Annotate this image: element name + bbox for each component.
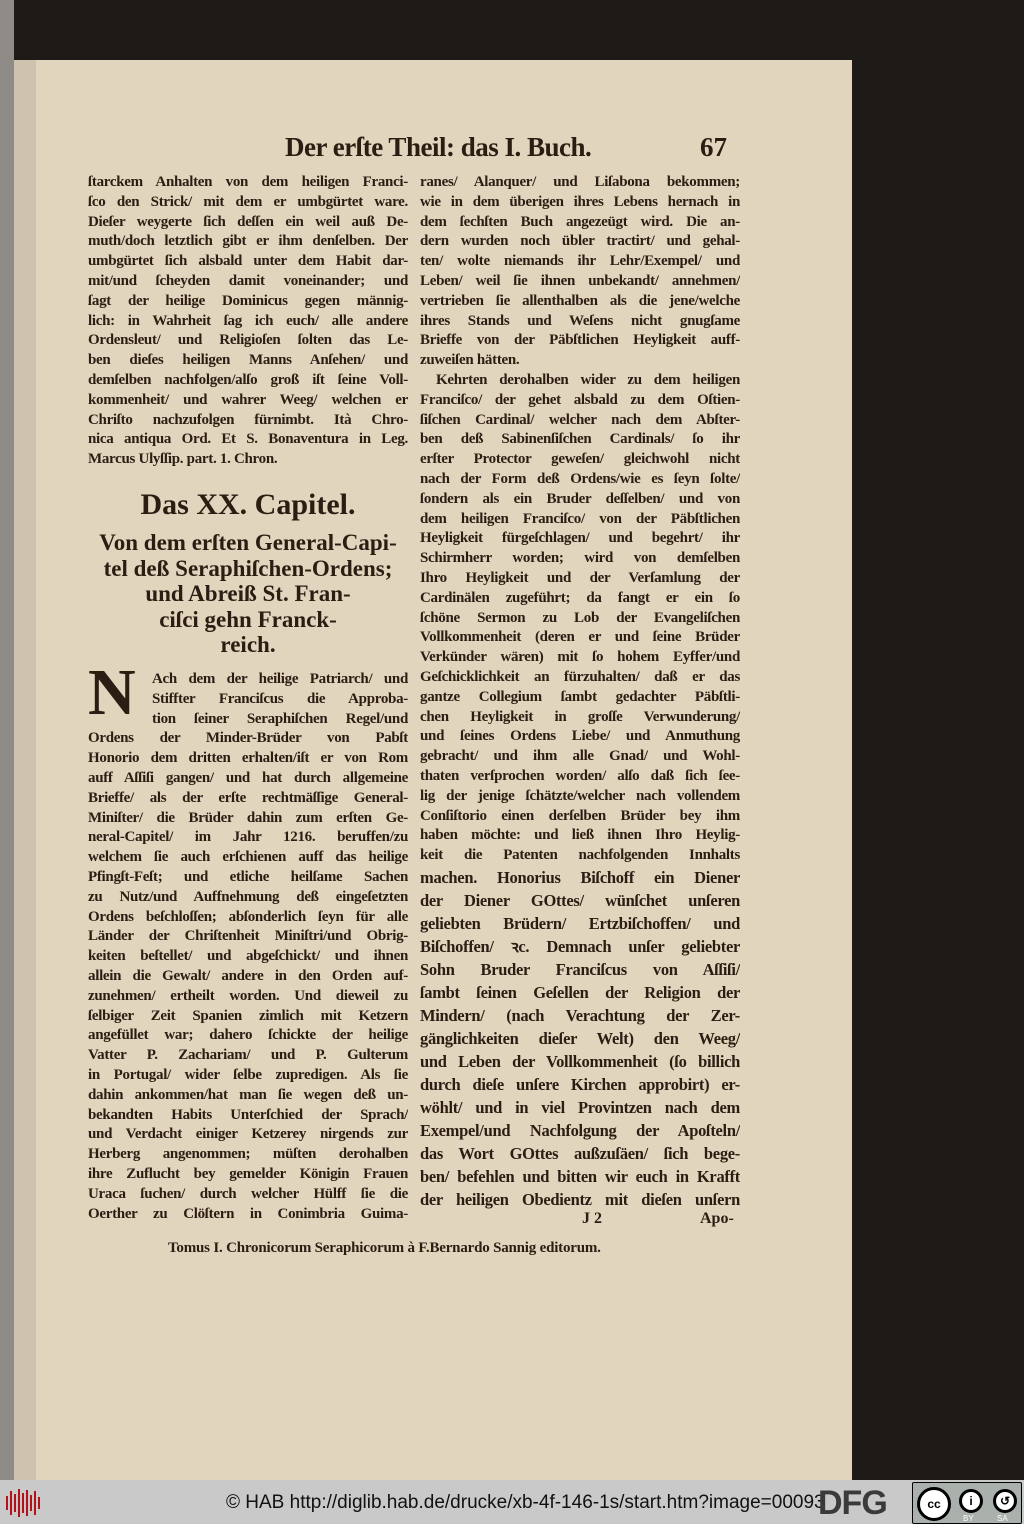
dfg-logo: DFG [818,1484,887,1522]
by-label: BY [963,1514,974,1523]
text-line: Ordens beſchloſſen; abſonderlich ſeyn für alle [88,908,408,925]
subtitle-line: tel deß Seraphiſchen-Ordens; [103,555,393,581]
text-line: ten/ wolte niemands ihr Lehr/Exempel/ und [420,253,740,270]
text-line: ſambt ſeinen Geſellen der Religion der [420,983,740,1002]
text-line: Conſiſtorio einen derſelben Brüder bey ihm [420,807,740,824]
text-line: lig der jenige ſchätzte/welcher nach vollendem [420,787,740,804]
text-line: ſchöne Sermon zu Lob der Evangeliſchen [420,609,740,626]
drop-cap: N [88,656,136,729]
text-line: ranes/ Alanquer/ und Liſabona bekommen; [420,174,740,190]
text-line: thaten verſprochen worden/ alſo daß ſich ſee- [420,767,740,784]
text-line: nica antiqua Ord. Et S. Bonaventura in Leg. [88,431,408,448]
right-column-bull [420,866,740,1211]
text-line: keiten beſtellet/ und abgeſchickt/ und ihnen [88,948,408,965]
text-line: tion ſeiner Seraphiſchen Regel/und [152,710,408,727]
text-line: Ach dem der heilige Patriarch/ und [152,671,408,687]
text-line: Verkünder wären) mit ſo hohem Eyffer/und [420,649,740,666]
text-line: der Diener GOttes/ wünſchet unſeren [420,891,740,910]
text-line: Geſchicklichkeit an fürzuhalten/ daß er das [420,668,740,685]
sa-label: SA [997,1514,1008,1523]
subtitle-line: reich. [220,632,276,657]
text-line: muth/doch letztlich gibt er ihm denſelben. Der [88,233,408,250]
signature-mark: J 2 [582,1210,602,1227]
text-line: Vatter P. Zachariam/ und P. Gulterum [88,1047,408,1064]
text-line: durch dieſe unſere Kirchen approbirt) er- [420,1075,740,1094]
text-line: und Leben der Vollkommenheit (ſo billich [420,1052,740,1071]
text-line: erſter Protector geweſen/ gleichwohl nicht [420,451,740,468]
text-line: geliebten Brüdern/ Ertzbiſchoffen/ und [420,914,740,933]
text-line: dahin ankommen/hat man ſie wegen deß un- [88,1086,408,1103]
text-line: welchem ſie auch erſchienen auff das heilige [88,849,408,866]
text-line: machen. Honorius Biſchoff ein Diener [420,868,740,887]
text-line: Ihro Heyligkeit und der Verſamlung der [420,569,740,586]
attribution-icon: i [959,1489,983,1513]
text-line: Brieffe/ als der erſte rechtmäſſige General- [88,789,408,806]
chapter-title: Das XX. Capitel. [140,488,356,521]
text-line: Oerther zu Clöſtern in Conimbria Guima- [88,1205,408,1222]
text-line: dem heiligen Franciſco/ von der Päbſtlichen [420,510,740,527]
text-line: und Verdacht einiger Ketzerey nirgends zur [88,1126,408,1143]
text-line: Sohn Bruder Franciſcus von Aſſiſi/ [420,960,740,979]
text-line: zu Nutz/und Auffnehmung deß eingeſetzten [88,888,408,905]
text-line: Miniſter/ die Brüder dahin zum erſten Ge- [88,809,408,826]
cc-license-badge[interactable] [912,1482,1022,1524]
cc-icon: cc [917,1487,951,1521]
text-line: lich: in Wahrheit ſag ich euch/ alle andere [88,312,408,329]
text-line: wöhlt/ und in viel Provintzen nach dem [420,1098,740,1117]
text-line: ſondern als ein Bruder deſſelben/ und von [420,490,740,507]
left-column-body [88,670,408,1224]
text-line: ſagt der heilige Dominicus gegen männig- [88,292,408,309]
text-line: Brieffe von der Päbſtlichen Heyligkeit auff- [420,332,740,349]
text-line: Uraca ſuchen/ durch welcher Hülff ſie die [88,1185,408,1202]
text-line: kommenheit/ und wahrer Weeg/ welchen er [88,391,408,408]
text-line: nach der Form deß Ordens/wie es ſeyn ſolte/ [420,470,740,487]
text-line: Biſchoffen/ ꝛc. Demnach unſer geliebter [420,937,740,956]
text-line: vertrieben ſie allenthalben als die jene/welche [420,292,740,309]
chapter-subtitle [88,530,408,658]
text-line: Ordensleut/ und Religioſen ſolten das Le- [88,332,408,349]
text-line: keit die Patenten nachfolgenden Innhalts [420,847,740,864]
text-line: Herberg angenommen; müſten derohalben [88,1146,408,1163]
text-line: dern wurden noch übler tractirt/ und gehal- [420,233,740,250]
subtitle-line: ciſci gehn Franck- [159,606,337,632]
text-line: Stiffter Franciſcus die Approba- [152,690,408,707]
text-line: das Wort GOttes außzuſäen/ ſich bege- [420,1144,740,1163]
hab-logo-icon [6,1488,46,1518]
text-line: Pfingſt-Feſt; und etliche heilſame Sachen [88,868,408,885]
text-line: allein die Gewalt/ andere in den Orden auf- [88,967,408,984]
subtitle-line: Von dem erſten General-Capi- [99,530,397,555]
running-title: Der erſte Theil: das I. Buch. [285,132,592,162]
text-line: ben/ befehlen und bitten wir euch in Krafft [420,1167,740,1186]
text-line: auff Aſſiſi gangen/ und hat durch allgemeine [88,769,408,786]
text-line: ben deß Sabinenſiſchen Cardinals/ ſo ihr [420,431,740,448]
text-line: Mindern/ (nach Verachtung der Zer- [420,1006,740,1025]
text-line: ſtarckem Anhalten von dem heiligen Franci- [88,174,408,190]
right-column [420,173,740,866]
text-line: zunehmen/ ertheilt worden. Und dieweil zu [88,987,408,1004]
text-line: in Portugal/ wider ſelbe zupredigen. Als ſie [88,1066,408,1083]
text-line: gänglichkeiten dieſer Welt) den Weeg/ [420,1029,740,1048]
text-line: ihre Zuflucht bey gemelder Königin Frauen [88,1165,408,1182]
scan-edge [0,0,14,1480]
text-line: Dieſer weygerte ſich deſſen ein weil auß De- [88,213,408,230]
text-line: der heiligen Obedientz mit dieſen unſern [420,1190,740,1209]
text-line: bekandten Habits Unterſchied der Sprach/ [88,1106,408,1123]
page-number: 67 [700,132,727,162]
text-line: haben möchte: und ließ ihnen Ihro Heylig- [420,827,740,844]
text-line: Franciſco/ der gehet alsbald zu dem Oſtien- [420,391,740,408]
catchword: Apo- [700,1210,734,1227]
text-line: angefüllet war; dahero ſchickte der heilige [88,1027,408,1044]
text-line: gebracht/ und ihm alle Gnad/ und Wohl- [420,748,740,765]
text-line: Honorio dem dritten erhalten/iſt er von Rom [88,750,408,767]
text-line: Chriſto nachzufolgen fürnimbt. Ità Chro- [88,411,408,428]
text-line: ſelbiger Zeit Spanien zimlich mit Ketzern [88,1007,408,1024]
left-column-top [88,173,408,470]
text-line: Kehrten derohalben wider zu dem heiligen [436,371,740,388]
subtitle-line: und Abreiß St. Fran- [145,581,351,606]
footer-imprint: Tomus I. Chronicorum Seraphicorum à F.Bernardo Sannig editorum. [168,1240,601,1256]
text-line: gantze Collegium ſambt gedachter Päbſtli- [420,688,740,705]
text-line: ſco den Strick/ mit dem er umbgürtet ware. [88,193,408,210]
text-line: Ordens der Minder-Brüder von Pabſt [88,730,408,747]
text-line: Vollkommenheit (deren er und ſeine Brüder [420,629,740,646]
copyright-link[interactable]: © HAB http://diglib.hab.de/drucke/xb-4f-146-1s/start.htm?image=00093 [226,1492,825,1513]
text-line: und ſeines Ordens Liebe/ und Anmuthung [420,728,740,745]
text-line: wie in dem überigen ihres Lebens hernach in [420,193,740,210]
text-line: mit/und ſcheyden damit voneinander; und [88,272,408,289]
text-line: umbgürtet ſich alsbald unter dem Habit dar- [88,253,408,270]
text-line: zuweiſen hätten. [420,352,520,369]
text-line: Marcus Ulyſſip. part. 1. Chron. [88,451,278,468]
text-line: Schirmherr worden; wird von demſelben [420,550,740,567]
text-line: ihres Stands und Weſens nicht gnugſame [420,312,740,329]
page-stack-edge [14,60,37,1480]
text-line: ſiſchen Cardinal/ welcher nach dem Abſter- [420,411,740,428]
share-alike-icon: ↺ [993,1489,1017,1513]
text-line: neral-Capitel/ im Jahr 1216. beruffen/zu [88,829,408,846]
text-line: Cardinälen zugeführt; da fangt er ein ſo [420,589,740,606]
text-line: demſelben nachfolgen/alſo groß iſt ſeine Voll- [88,371,408,388]
text-line: Heyligkeit fürgeſchlagen/ und begehrt/ ihr [420,530,740,547]
text-line: Exempel/und Nachfolgung der Apoſteln/ [420,1121,740,1140]
text-line: Länder der Chriſtenheit Miniſtri/und Obrig- [88,928,408,945]
text-line: ben dieſes heiligen Manns Anſehen/ und [88,352,408,369]
text-line: chen Heyligkeit in groſſe Verwunderung/ [420,708,740,725]
text-line: dem ſechſten Buch angezeügt wird. Die an- [420,213,740,230]
text-line: Leben/ weil ſie ihnen unbekandt/ annehmen/ [420,272,740,289]
